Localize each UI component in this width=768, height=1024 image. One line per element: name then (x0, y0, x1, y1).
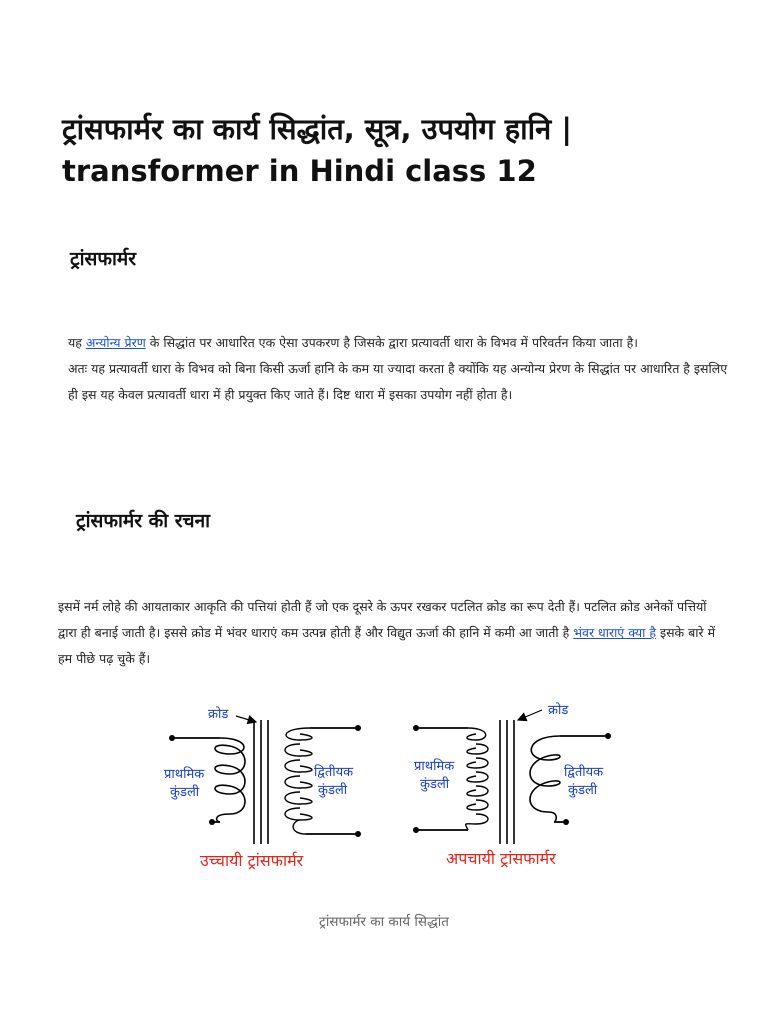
step-down-transformer (413, 702, 611, 868)
primary-coil (466, 728, 488, 830)
step-up-transformer (164, 706, 361, 870)
section-heading-construction: ट्रांसफार्मर की रचना (76, 510, 211, 532)
primary-coil-label-1: प्राथमिक (164, 767, 205, 782)
terminal-dot (355, 725, 361, 731)
construction-text-before: इसमें नर्म लोहे की आयताकार आकृति की पत्तियां होती हैं जो एक दूसरे के ऊपर रखकर पटलित क्रोड का रूप देती हैं। पटलित क्रोड अनेकों पत्तियों द्वारा ही बनाई जाती है। इससे क्रोड में भंवर धाराएं कम उत्पन्न होती हैं और विद्युत ऊर्जा की हानि में कमी आ जाती है (58, 599, 707, 640)
paragraph-construction (58, 594, 720, 672)
page-title: ट्रांसफार्मर का कार्य सिद्धांत, सूत्र, उपयोग हानि | transformer in Hindi class 12 (62, 112, 572, 188)
eddy-currents-link[interactable]: भंवर धाराएं क्या है (573, 625, 656, 640)
intro-text-second: अतः यह प्रत्यावर्ती धारा के विभव को बिना किसी ऊर्जा हानि के कम या ज्यादा करता है क्योंकि यह अन्योन्य प्रेरण के सिद्धांत पर आधारित है इसलिए ही इस यह केवल प्रत्यावर्ती धारा में ही प्रयुक्त किए जाते हैं। दिष्ट धारा में इसका उपयोग नहीं होता है। (68, 361, 728, 402)
secondary-coil-label-2: कुंडली (568, 783, 598, 798)
secondary-coil-label-1: द्वितीयक (564, 765, 604, 780)
mutual-induction-link[interactable]: अन्योन्य प्रेरण (85, 335, 146, 350)
secondary-coil (530, 736, 560, 822)
section-heading-transformer: ट्रांसफार्मर (70, 248, 137, 270)
intro-text-after: के सिद्धांत पर आधारित एक ऐसा उपकरण है जिसके द्वारा प्रत्यावर्ती धारा के विभव में परिवर्तन किया जाता है। (145, 335, 638, 350)
terminal-dot (605, 733, 611, 739)
terminal-dot (563, 819, 569, 825)
terminal-dot (169, 735, 175, 741)
core-label: क्रोड (208, 707, 229, 722)
paragraph-intro (68, 330, 728, 408)
primary-coil-label-1: प्राथमिक (414, 759, 455, 774)
step-up-transformer-name: उच्चायी ट्रांसफार्मर (200, 851, 304, 870)
transformer-diagram (150, 698, 620, 878)
primary-coil-label-2: कुंडली (420, 777, 450, 792)
construction-text-after: इसके बारे में हम पीछे पढ़ चुके हैं। (58, 625, 716, 666)
terminal-dot (413, 725, 419, 731)
primary-coil-label-2: कुंडली (170, 785, 200, 800)
core-label: क्रोड (548, 703, 569, 718)
secondary-coil-label-2: कुंडली (318, 783, 348, 798)
figure-caption: ट्रांसफार्मर का कार्य सिद्धांत (319, 914, 449, 930)
primary-coil (215, 738, 245, 822)
step-down-transformer-name: अपचायी ट्रांसफार्मर (446, 849, 556, 868)
terminal-dot (355, 831, 361, 837)
secondary-coil (285, 728, 312, 834)
intro-text-before: यह (68, 335, 86, 350)
terminal-dot (413, 827, 419, 833)
secondary-coil-label-1: द्वितीयक (314, 765, 354, 780)
terminal-dot (209, 819, 215, 825)
